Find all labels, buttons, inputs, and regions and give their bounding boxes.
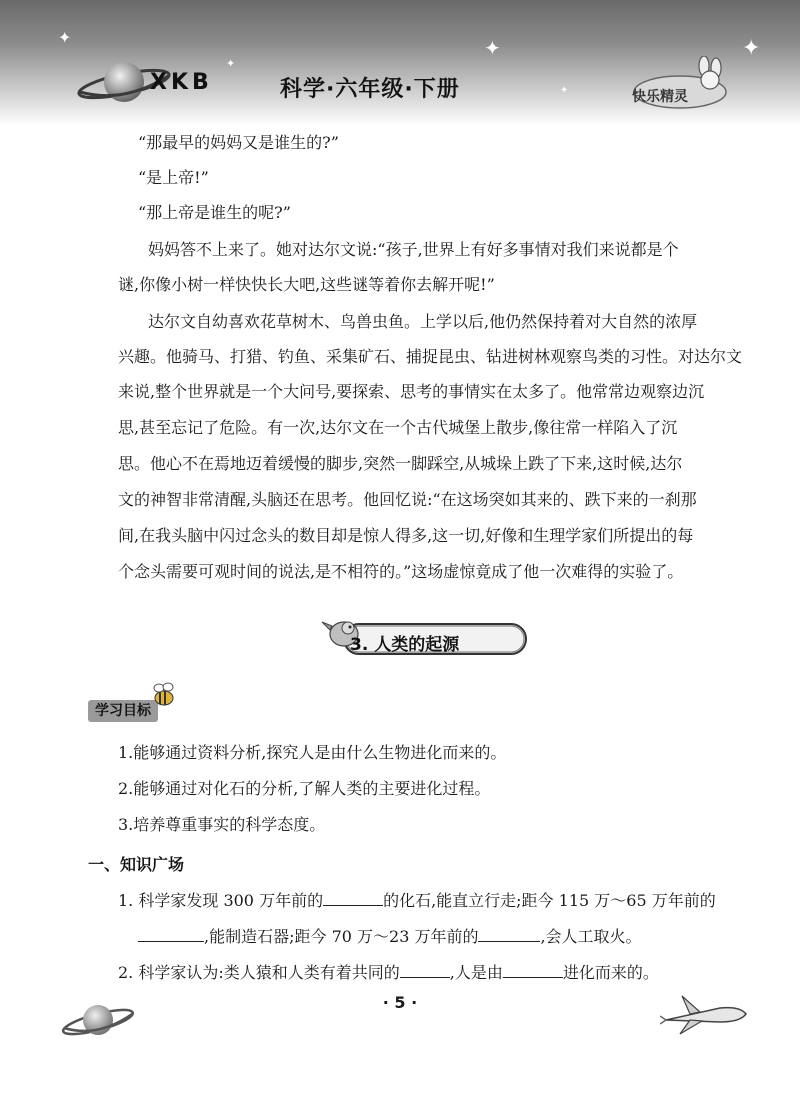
answer-blank[interactable] <box>323 889 383 906</box>
paragraph-line: 妈妈答不上来了。她对达尔文说:“孩子,世界上有好多事情对我们来说都是个 <box>148 240 679 259</box>
question-text: ,人是由 <box>449 963 503 982</box>
paragraph-line: 个念头需要可观时间的说法,是不相符的。”这场虚惊竟成了他一次难得的实验了。 <box>118 562 684 581</box>
publisher-logo: XKB <box>150 70 213 95</box>
paragraph-line: 间,在我头脑中闪过念头的数目却是惊人得多,这一切,好像和生理学家们所提出的每 <box>118 526 694 545</box>
question-text: ,会人工取火。 <box>540 927 642 946</box>
question-1-line-2 <box>138 925 642 947</box>
part-heading: 一、知识广场 <box>88 855 185 874</box>
question-text: 2. 科学家认为:类人猿和人类有着共同的 <box>118 963 400 982</box>
badge-text: 快乐精灵 <box>632 89 688 105</box>
goal-item: 1.能够通过资料分析,探究人是由什么生物进化而来的。 <box>118 743 507 762</box>
question-text: ,能制造石器;距今 70 万～23 万年前的 <box>204 927 479 946</box>
space-shuttle-icon <box>660 990 750 1040</box>
story-line: “那最早的妈妈又是谁生的?” <box>138 133 339 152</box>
star-icon: ✦ <box>560 85 569 96</box>
answer-blank[interactable] <box>400 961 450 978</box>
paragraph-line: 达尔文自幼喜欢花草树木、鸟兽虫鱼。上学以后,他仍然保持着对大自然的浓厚 <box>148 312 698 331</box>
answer-blank[interactable] <box>138 925 204 942</box>
paragraph-line: 谜,你像小树一样快快长大吧,这些谜等着你去解开呢!” <box>118 275 495 294</box>
star-icon: ✦ <box>226 57 236 70</box>
question-2-line-1 <box>118 961 659 983</box>
planet-icon <box>58 992 138 1048</box>
story-line: “是上帝!” <box>138 168 209 187</box>
star-icon: ✦ <box>484 36 501 60</box>
paragraph-line: 思,甚至忘记了危险。有一次,达尔文在一个古代城堡上散步,像往常一样陷入了沉 <box>118 418 678 437</box>
goal-item: 2.能够通过对化石的分析,了解人类的主要进化过程。 <box>118 779 491 798</box>
star-icon: ✦ <box>742 36 761 61</box>
answer-blank[interactable] <box>503 961 563 978</box>
bee-icon <box>150 682 178 708</box>
star-icon: ✦ <box>58 28 72 47</box>
book-title: 科学·六年级·下册 <box>280 77 460 102</box>
paragraph-line: 思。他心不在焉地迈着缓慢的脚步,突然一脚踩空,从城垛上跌了下来,这时候,达尔 <box>118 454 683 473</box>
page-number: · 5 · <box>382 993 418 1012</box>
answer-blank[interactable] <box>478 925 540 942</box>
question-text: 1. 科学家发现 300 万年前的 <box>118 891 324 910</box>
paragraph-line: 来说,整个世界就是一个大问号,要探索、思考的事情实在太多了。他常常边观察边沉 <box>118 382 705 401</box>
learning-goals-label: 学习目标 <box>88 700 158 722</box>
section-title: 3. 人类的起源 <box>350 635 460 655</box>
question-text: 进化而来的。 <box>562 963 659 982</box>
story-line: “那上帝是谁生的呢?” <box>138 203 291 222</box>
goal-item: 3.培养尊重事实的科学态度。 <box>118 815 326 834</box>
paragraph-line: 文的神智非常清醒,头脑还在思考。他回忆说:“在这场突如其来的、跌下来的一刹那 <box>118 490 697 509</box>
paragraph-line: 兴趣。他骑马、打猎、钓鱼、采集矿石、捕捉昆虫、钻进树林观察鸟类的习性。对达尔文 <box>118 347 743 366</box>
question-1-line-1 <box>118 889 716 911</box>
question-text: 的化石,能直立行走;距今 115 万～65 万年前的 <box>383 891 716 910</box>
